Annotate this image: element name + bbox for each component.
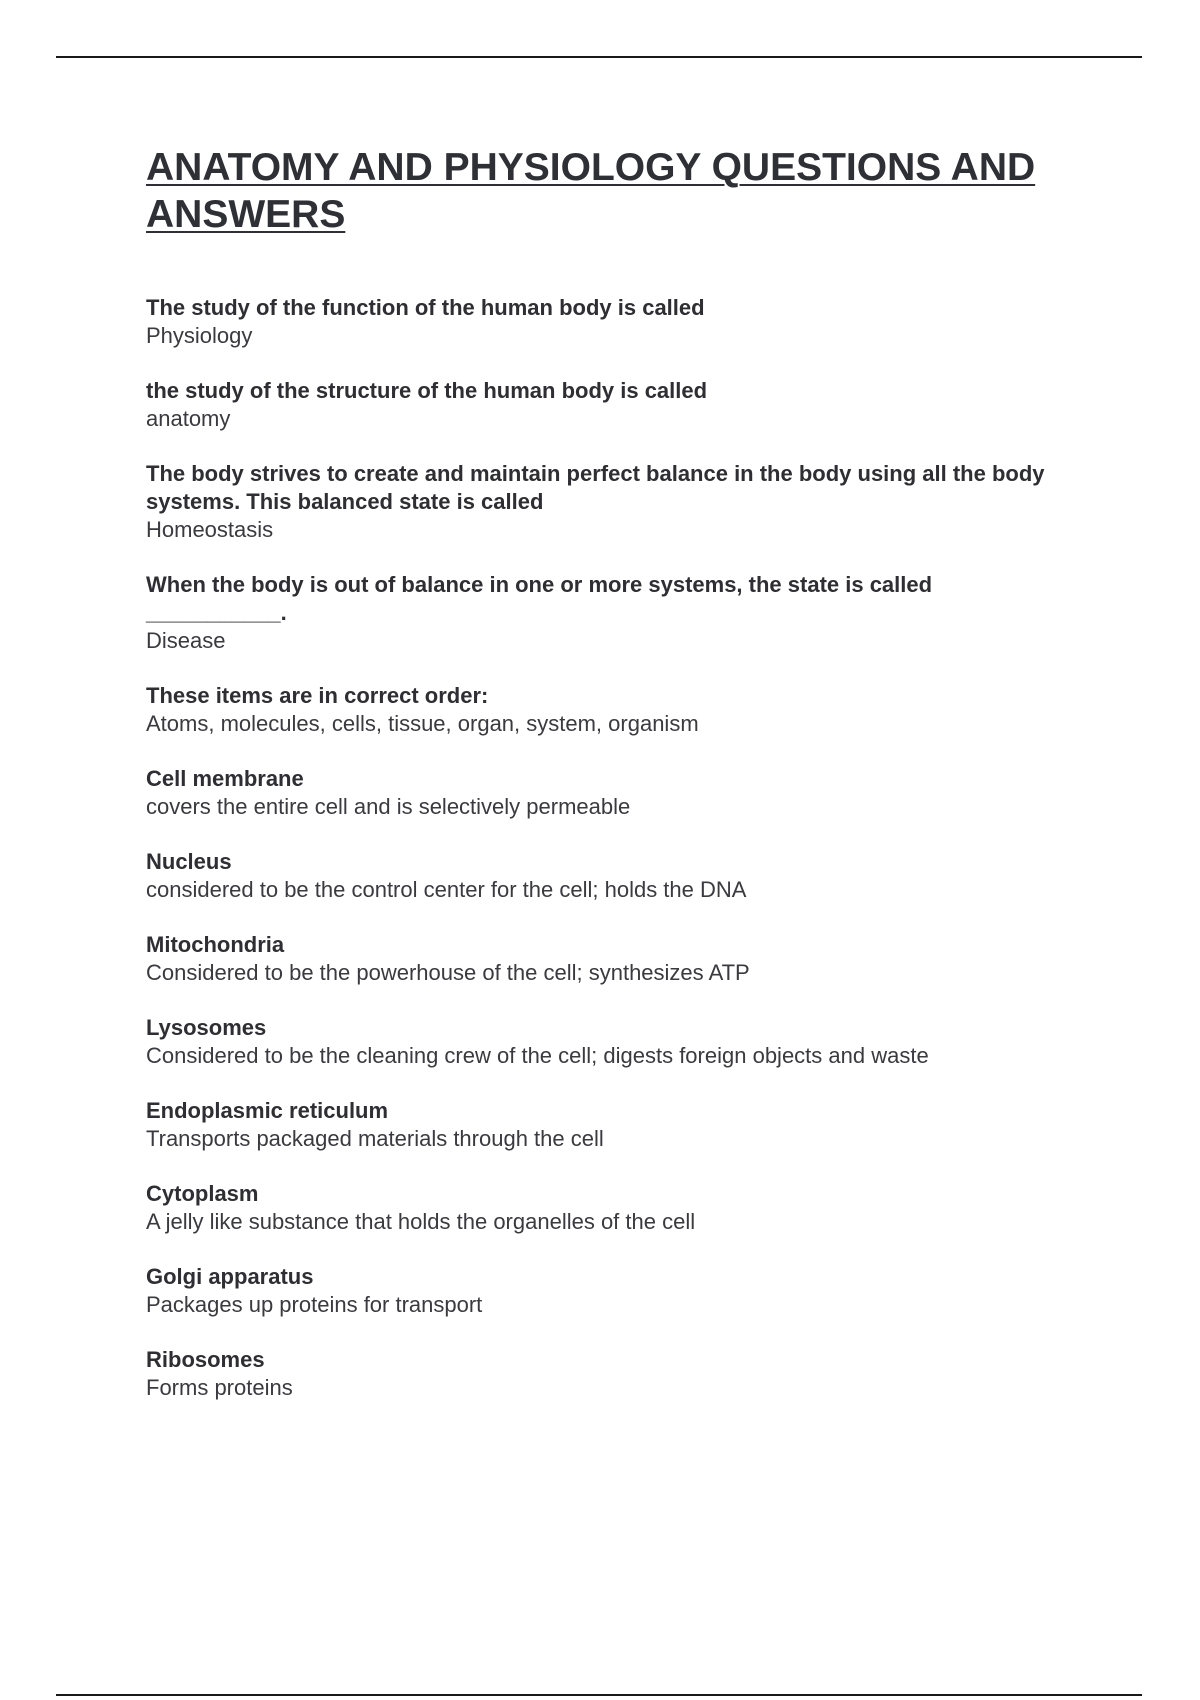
question-text: Endoplasmic reticulum xyxy=(146,1098,389,1123)
qa-item xyxy=(146,848,1096,904)
qa-item xyxy=(146,1263,1096,1319)
answer-text: considered to be the control center for the cell; holds the DNA xyxy=(146,877,747,902)
question-text: Nucleus xyxy=(146,849,232,874)
answer-text: covers the entire cell and is selectively permeable xyxy=(146,794,631,819)
qa-item xyxy=(146,377,1096,433)
question-text: Lysosomes xyxy=(146,1015,267,1040)
question-text: Cell membrane xyxy=(146,766,304,791)
question-text: The study of the function of the human body is called xyxy=(146,295,705,320)
answer-text: Atoms, molecules, cells, tissue, organ, system, organism xyxy=(146,711,699,736)
bottom-rule xyxy=(56,1694,1142,1696)
answer-text: Homeostasis xyxy=(146,517,274,542)
answer-text: Considered to be the powerhouse of the cell; synthesizes ATP xyxy=(146,960,750,985)
qa-list xyxy=(146,294,1096,1402)
answer-text: A jelly like substance that holds the organelles of the cell xyxy=(146,1209,696,1234)
document-title: ANATOMY AND PHYSIOLOGY QUESTIONS AND ANSWERS xyxy=(146,146,1036,236)
qa-item xyxy=(146,1346,1096,1402)
qa-item xyxy=(146,931,1096,987)
answer-text: Disease xyxy=(146,628,226,653)
top-rule xyxy=(56,56,1142,58)
qa-item xyxy=(146,1014,1096,1070)
qa-item xyxy=(146,460,1096,544)
answer-text: Considered to be the cleaning crew of the cell; digests foreign objects and waste xyxy=(146,1043,929,1068)
question-text: the study of the structure of the human body is called xyxy=(146,378,708,403)
answer-text: Packages up proteins for transport xyxy=(146,1292,483,1317)
question-text: Cytoplasm xyxy=(146,1181,259,1206)
answer-text: Physiology xyxy=(146,323,253,348)
answer-text: Forms proteins xyxy=(146,1375,293,1400)
qa-item xyxy=(146,682,1096,738)
question-text: Mitochondria xyxy=(146,932,285,957)
question-text: The body strives to create and maintain perfect balance in the body using all the body systems. This balanced state is called xyxy=(146,461,1045,514)
qa-item xyxy=(146,765,1096,821)
qa-item xyxy=(146,1097,1096,1153)
qa-item xyxy=(146,294,1096,350)
question-text: These items are in correct order: xyxy=(146,683,489,708)
qa-item xyxy=(146,571,1096,655)
answer-text: anatomy xyxy=(146,406,231,431)
document-body xyxy=(146,144,1096,1429)
question-text: Golgi apparatus xyxy=(146,1264,314,1289)
qa-item xyxy=(146,1180,1096,1236)
answer-text: Transports packaged materials through the cell xyxy=(146,1126,604,1151)
question-text: When the body is out of balance in one or more systems, the state is called ___________. xyxy=(146,572,933,625)
question-text: Ribosomes xyxy=(146,1347,265,1372)
